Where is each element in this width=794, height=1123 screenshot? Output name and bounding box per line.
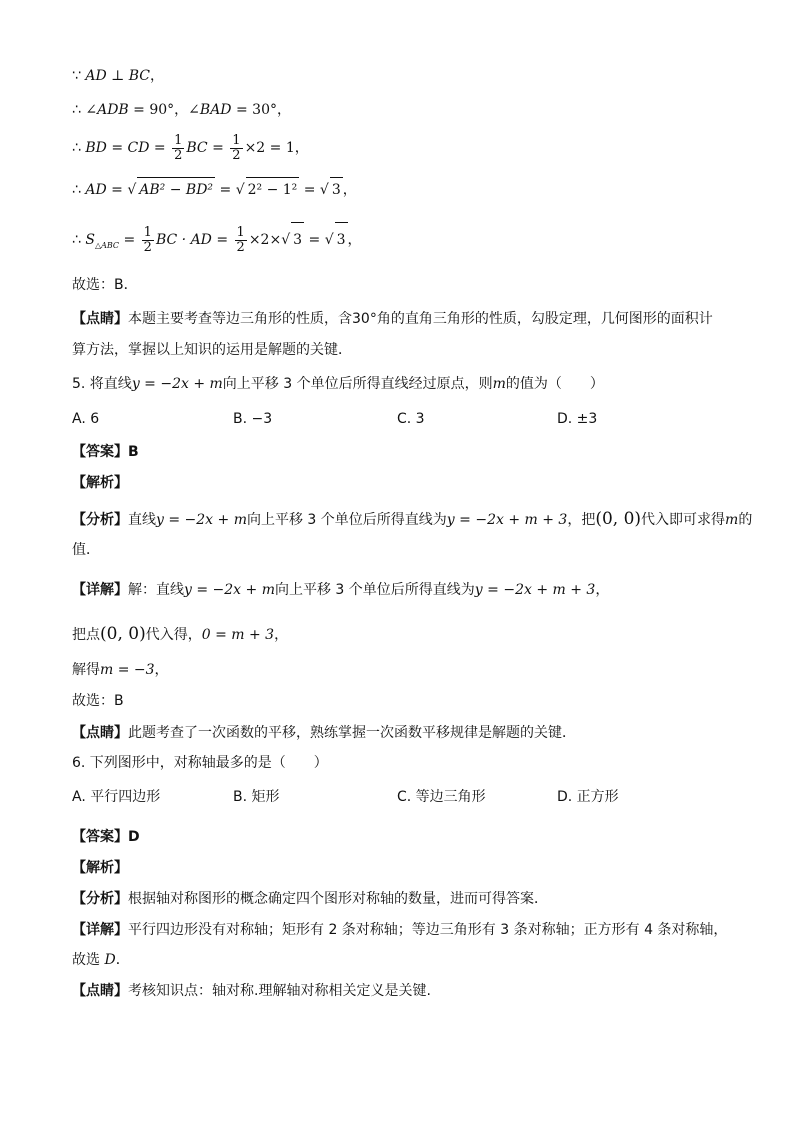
stem-text: 的值为（ ） [505, 376, 604, 392]
math-expr: BD [85, 140, 107, 156]
analysis-line [72, 889, 548, 909]
sqrt-icon: √ [281, 232, 291, 248]
numerator: 1 [236, 224, 245, 240]
analysis-tag: 【解析】 [72, 475, 128, 491]
math-expr: BC [186, 140, 208, 156]
math-expr: = [211, 232, 233, 248]
answer-line: 【答案】B [72, 444, 139, 460]
therefore-symbol: ∴ [72, 140, 86, 156]
substitution-line [72, 622, 288, 647]
option-b: B. 矩形 [233, 789, 280, 805]
analysis-line-2: 值． [72, 542, 100, 558]
detail-line-1 [72, 578, 609, 602]
option-b: B. −3 [233, 411, 273, 427]
detail-subtag: 【详解】 [72, 922, 128, 938]
fraction [235, 226, 247, 255]
math-expr: m [492, 376, 506, 392]
radicand: 3 [335, 222, 348, 257]
math-expr: = [106, 140, 128, 156]
sqrt-icon: √ [235, 182, 245, 198]
math-expr: ∠BAD [188, 102, 232, 118]
point: (0, 0) [595, 509, 642, 529]
analysis-tag: 【解析】 [72, 860, 128, 876]
stem-text: 向上平移 3 个单位后所得直线经过原点，则 [222, 376, 493, 392]
punct: ， [342, 182, 357, 198]
math-expr: m = −3 [100, 662, 155, 678]
detail-text: 故选 [72, 952, 105, 968]
detail-text: ， [595, 582, 610, 598]
math-expr: = [119, 232, 140, 248]
answer-line: 【答案】D [72, 829, 140, 845]
math-expr: AD ⊥ BC [85, 68, 151, 84]
detail-text: ， [274, 627, 289, 643]
fraction [172, 134, 184, 163]
math-expr: m [725, 512, 739, 528]
detail-text: 把点 [72, 627, 100, 643]
denominator: 2 [174, 147, 183, 163]
comment-text: 本题主要考查等边三角形的性质，含30°角的直角三角形的性质，勾股定理，几何图形的面积计 [128, 311, 713, 327]
detail-text: 代入得， [145, 627, 202, 643]
math-expr: y = −2x + m [156, 512, 247, 528]
sqrt-icon: √ [127, 182, 137, 198]
math-expr: CD [127, 140, 150, 156]
radicand: 3 [330, 177, 343, 202]
detail-line-1 [72, 920, 727, 940]
analysis-subtag: 【分析】 [72, 891, 128, 907]
math-expr: D [104, 952, 116, 968]
question-6-stem: 6. 下列图形中，对称轴最多的是（ ） [72, 755, 328, 771]
comment-line [72, 723, 576, 743]
therefore-symbol: ∴ [72, 102, 86, 118]
radicand: AB² − BD² [137, 177, 215, 202]
comment-line-2: 算方法，掌握以上知识的运用是解题的关键． [72, 342, 352, 358]
option-d: D. 正方形 [557, 789, 619, 805]
math-expr: = [106, 182, 128, 198]
comment-text: 考核知识点：轴对称.理解轴对称相关定义是关键. [128, 983, 431, 999]
because-symbol: ∵ [72, 68, 86, 84]
punct: ， [150, 68, 165, 84]
analysis-text: 的 [738, 512, 753, 528]
analysis-text: 向上平移 3 个单位后所得直线为 [246, 512, 447, 528]
step-perpendicular [72, 66, 164, 86]
detail-text: 向上平移 3 个单位后所得直线为 [274, 582, 475, 598]
point: (0, 0) [100, 624, 146, 644]
math-expr: y = −2x + m + 3 [446, 512, 568, 528]
option-a: A. 6 [72, 411, 100, 427]
math-expr: 0 = m + 3 [201, 627, 275, 643]
denominator: 2 [232, 147, 241, 163]
fraction [230, 134, 242, 163]
denominator: 2 [236, 239, 245, 255]
option-c: C. 3 [397, 411, 425, 427]
math-expr: = [215, 182, 236, 198]
detail-subtag: 【详解】 [72, 582, 128, 598]
analysis-subtag: 【分析】 [72, 512, 128, 528]
choice-line: 故选：B [72, 693, 124, 709]
solve-line [72, 660, 169, 680]
option-a: A. 平行四边形 [72, 789, 161, 805]
math-expr: ∠ADB [85, 102, 129, 118]
option-d: D. ±3 [557, 411, 598, 427]
therefore-symbol: ∴ [72, 232, 86, 248]
radicand: 3 [291, 222, 304, 257]
math-expr: y = −2x + m [131, 376, 223, 392]
detail-text: 解：直线 [128, 582, 184, 598]
math-expr: = 90°， [128, 102, 189, 118]
step-ad-length [72, 177, 357, 202]
analysis-text: 直线 [128, 512, 156, 528]
choice-line: 故选：B． [72, 277, 138, 293]
math-expr: ×2× [248, 232, 282, 248]
detail-text: ． [115, 952, 130, 968]
punct: ， [347, 232, 362, 248]
step-area [72, 222, 362, 263]
sqrt-icon: √ [324, 232, 334, 248]
math-expr: y = −2x + m + 3 [474, 582, 596, 598]
numerator: 1 [143, 224, 152, 240]
detail-line-2 [72, 950, 130, 970]
comment-text: 此题考查了一次函数的平移，熟练掌握一次函数平移规律是解题的关键． [128, 725, 576, 741]
therefore-symbol: ∴ [72, 182, 86, 198]
detail-text: 平行四边形没有对称轴；矩形有 2 条对称轴；等边三角形有 3 条对称轴；正方形有 4 条对称轴， [128, 922, 728, 938]
comment-tag: 【点睛】 [72, 311, 128, 327]
numerator: 1 [174, 132, 183, 148]
math-expr: = [207, 140, 229, 156]
stem-text: 5. 将直线 [72, 376, 132, 392]
comment-tag: 【点睛】 [72, 983, 128, 999]
option-c: C. 等边三角形 [397, 789, 486, 805]
step-bd-cd [72, 131, 309, 165]
math-expr: = 30°， [231, 102, 291, 118]
math-expr: AD [85, 182, 107, 198]
question-5-stem [72, 374, 604, 394]
analysis-text: 根据轴对称图形的概念确定四个图形对称轴的数量，进而可得答案． [128, 891, 548, 907]
detail-text: 解得 [72, 662, 100, 678]
step-angles [72, 100, 291, 120]
radicand: 2² − 1² [246, 177, 300, 202]
numerator: 1 [232, 132, 241, 148]
analysis-text: 代入即可求得 [641, 512, 726, 528]
fraction [142, 226, 154, 255]
comment-line-1 [72, 309, 713, 329]
comment-line [72, 981, 431, 1001]
comment-tag: 【点睛】 [72, 725, 128, 741]
detail-text: ， [154, 662, 169, 678]
analysis-line-1 [72, 507, 752, 532]
math-expr: = [304, 232, 325, 248]
math-expr: S [85, 232, 95, 248]
sqrt-icon: √ [319, 182, 329, 198]
math-expr: ×2 = 1， [244, 140, 309, 156]
math-expr: = [299, 182, 320, 198]
math-expr: = [149, 140, 171, 156]
denominator: 2 [143, 239, 152, 255]
analysis-text: ，把 [567, 512, 596, 528]
math-expr: y = −2x + m [184, 582, 275, 598]
math-expr: BC · AD [155, 232, 212, 248]
subscript: △ABC [94, 240, 120, 250]
